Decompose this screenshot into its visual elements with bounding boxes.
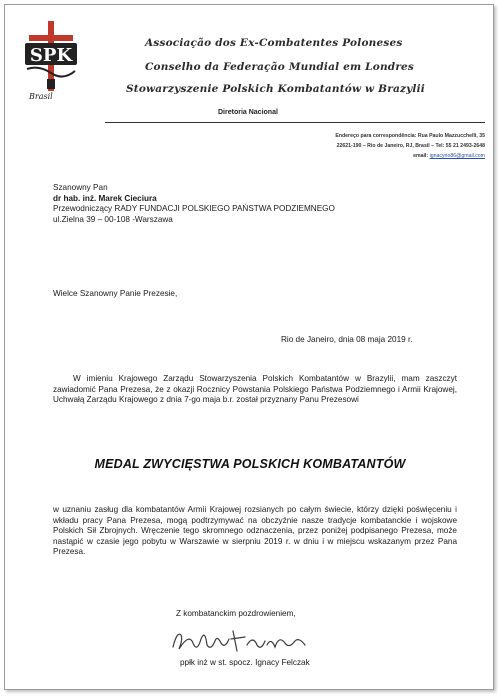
email-label: email: <box>413 153 429 159</box>
council-name-line: Conselho da Federação Mundial em Londres <box>145 61 415 73</box>
signer-name: ppłk inż w st. spocz. Ignacy Felczak <box>180 658 310 667</box>
address-line-2: 22621-190 – Rio de Janeiro, RJ, Brasil – Tel: 55 21 2493-2648 <box>336 143 485 149</box>
closing-line: Z kombatanckim pozdrowieniem, <box>176 609 296 618</box>
directorate-label: Diretoria Nacional <box>218 109 278 116</box>
association-name-line: Associação dos Ex-Combatentes Poloneses <box>145 37 403 49</box>
date-line: Rio de Janeiro, dnia 08 maja 2019 r. <box>281 335 413 344</box>
email-link[interactable]: ignacyrio86@gmail.com <box>429 153 485 159</box>
handwritten-signature <box>167 625 317 659</box>
logo-caption: Brasil <box>29 92 53 101</box>
paragraph-1 <box>53 374 457 406</box>
medal-title: MEDAL ZWYCIĘSTWA POLSKICH KOMBATANTÓW <box>94 457 406 471</box>
paragraph-2: w uznaniu zasług dla kombatantów Armii Krajowej rozsianych po całym świecie, którzy dzięki poświęceniu i wkładu pracy Pana Prezesa, mogą podtrzymywać na obczyźnie nasze tradycje kombatanckie i wojskowe Polskich Sił Zbrojnych. Wręczenie tego skromnego odznaczenia, przez poniżej podpisanego Prezesa, może nastąpić w czasie jego pobytu w Warszawie w sierpniu 2019 r. w dniu i w miejscu wskazanym przez Pana Prezesa. <box>53 505 457 556</box>
salutation: Wielce Szanowny Panie Prezesie, <box>53 289 178 298</box>
polish-association-line: Stowarzyszenie Polskich Kombatantów w Brazylii <box>126 83 425 95</box>
addressee-block <box>53 183 335 225</box>
svg-text:SPK: SPK <box>29 45 73 66</box>
header-divider <box>105 122 485 123</box>
addressee-title: Przewodniczący RADY FUNDACJI POLSKIEGO PAŃSTWA PODZIEMNEGO <box>53 204 335 213</box>
address-line-1: Endereço para correspondência: Rua Paulo Mazzucchelli, 35 <box>335 133 485 139</box>
addressee-name: dr hab. inż. Marek Cieciura <box>53 193 157 203</box>
addressee-address: ul.Zielna 39 – 00-108 -Warszawa <box>53 214 173 224</box>
letter-page <box>4 4 494 690</box>
paragraph-1-text: W imieniu Krajowego Zarządu Stowarzyszenia Polskich Kombatantów w Brazylii, mam zaszczyt zawiadomić Pana Prezesa, że z okazji Rocznicy Powstania Polskiego Państwa Podziemnego i Armii Krajowej, Uchwałą Zarządu Krajowego z dnia 7-go maja b.r. został przyznany Panu Prezesowi <box>53 374 457 404</box>
email-line <box>413 153 485 159</box>
addressee-greeting: Szanowny Pan <box>53 183 108 192</box>
